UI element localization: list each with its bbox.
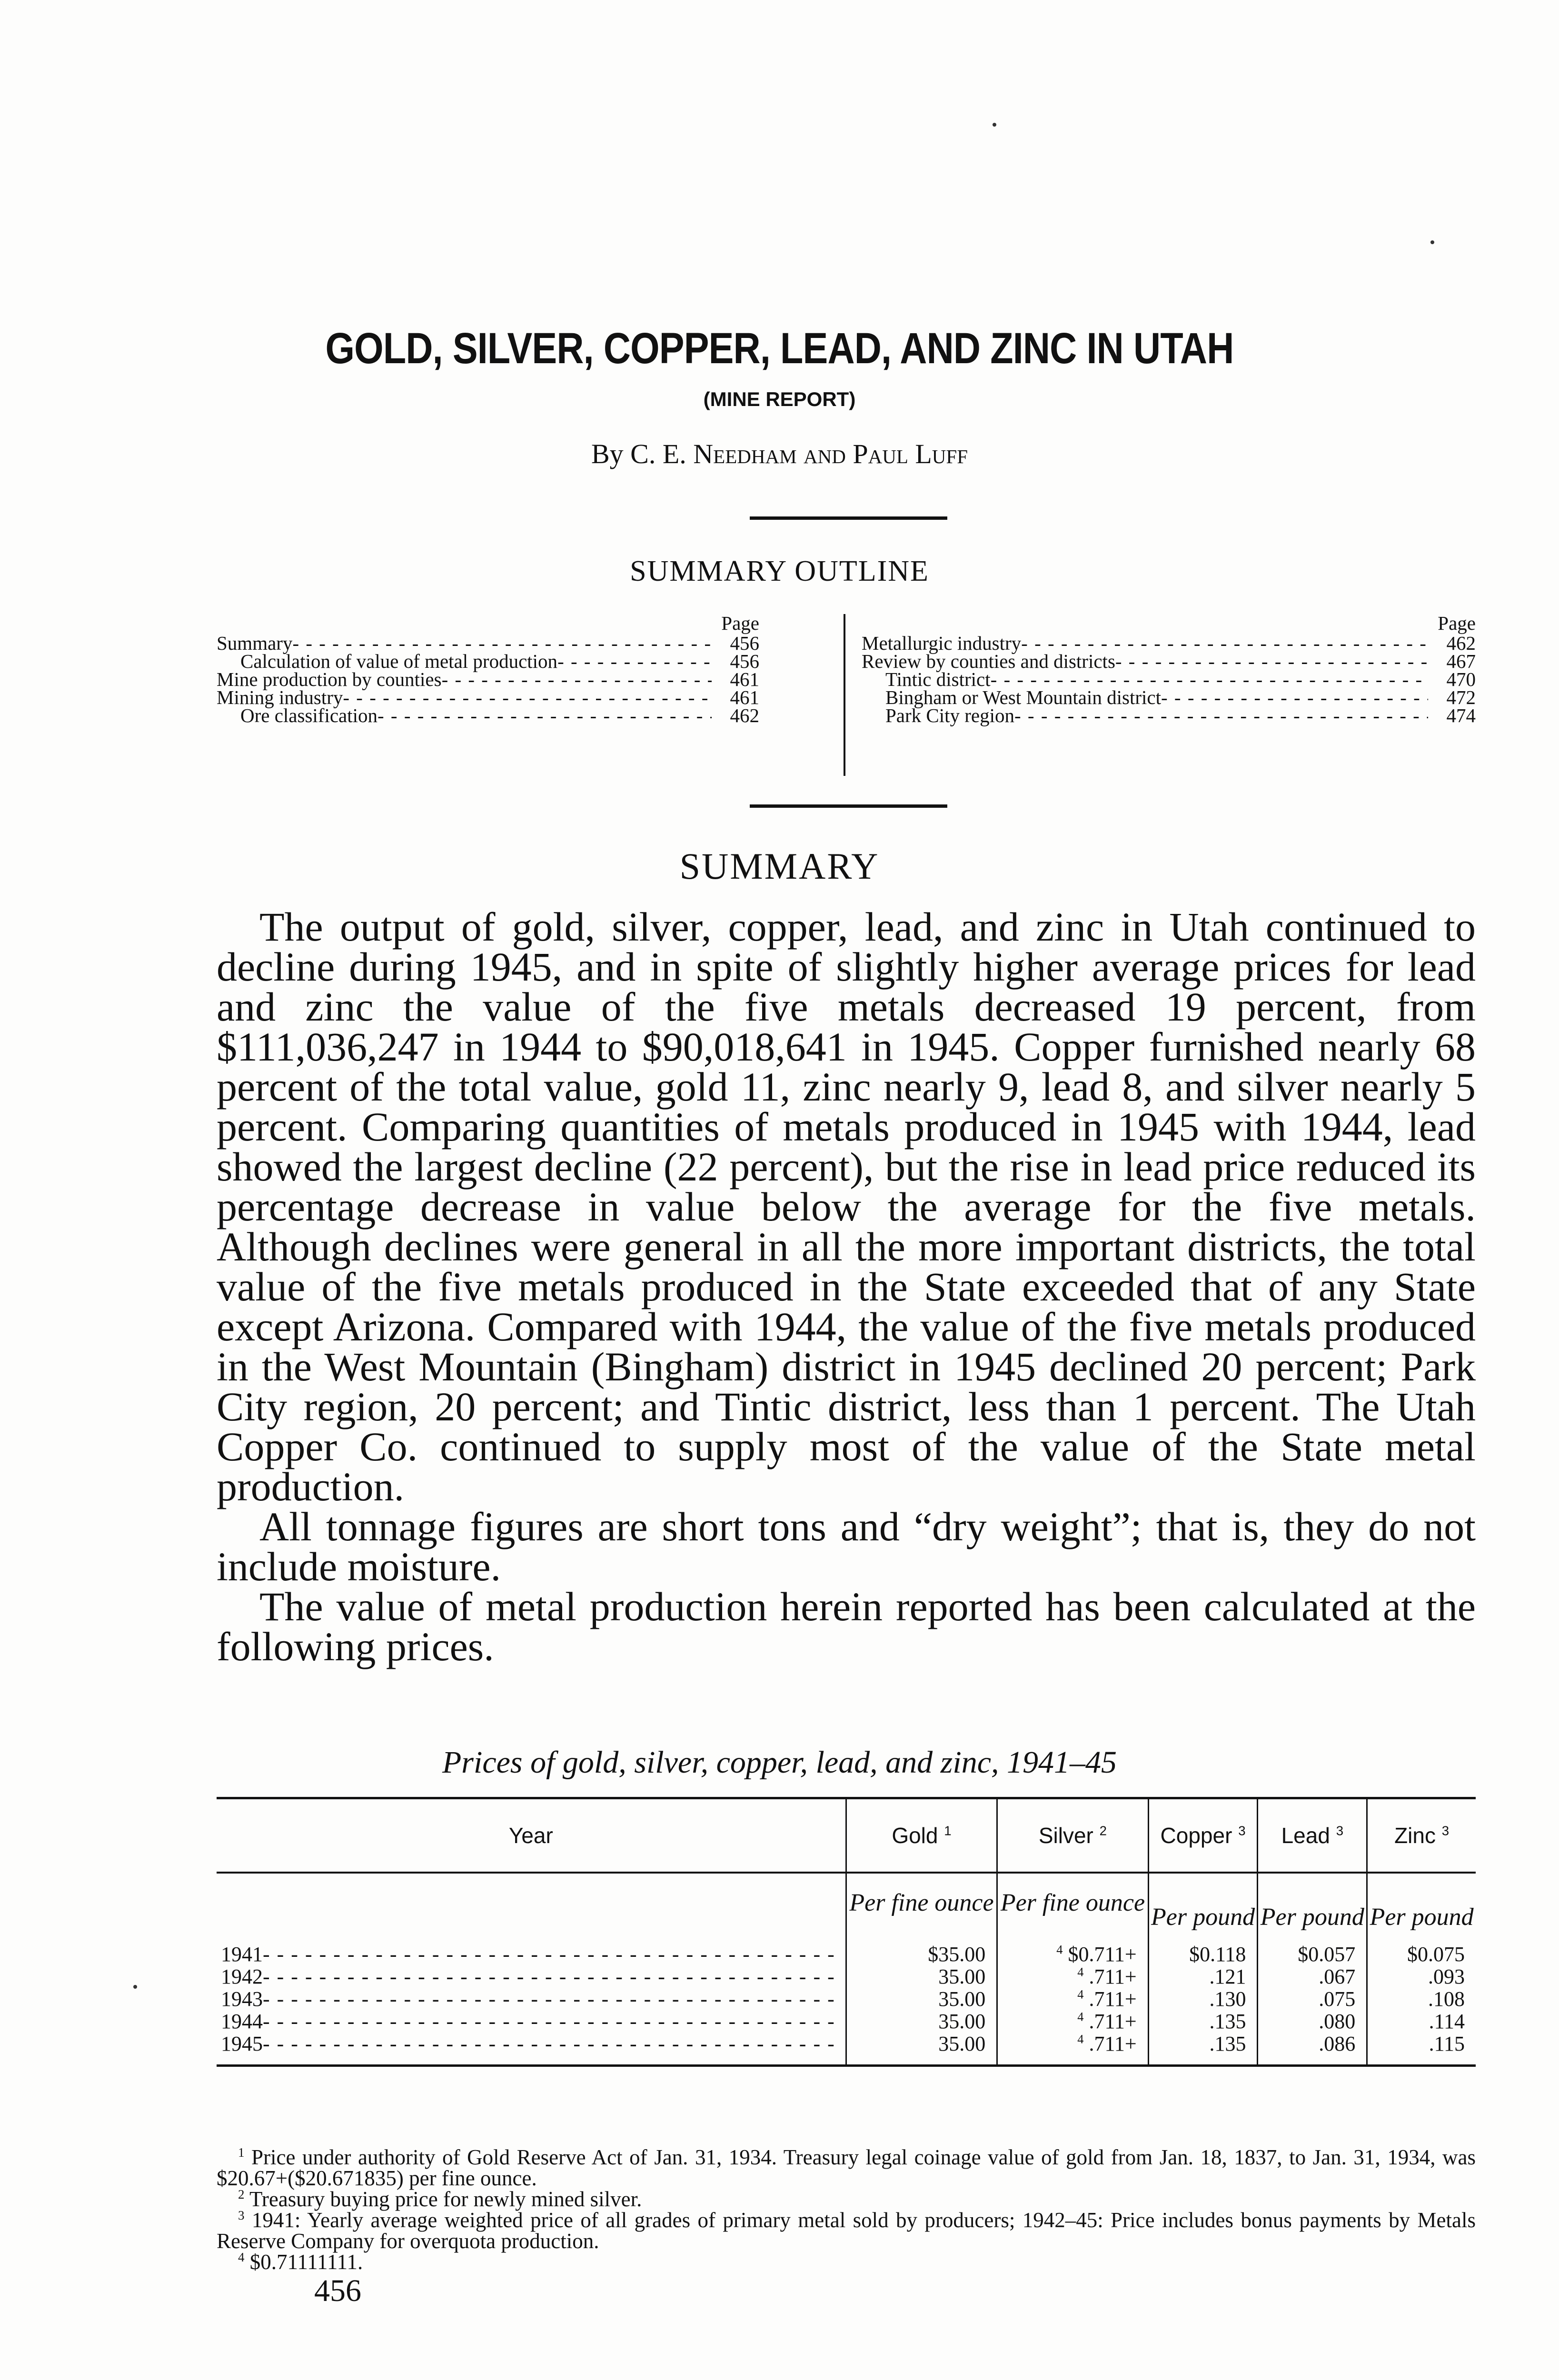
scan-speck — [133, 1985, 137, 1989]
gold-column — [846, 1873, 997, 2066]
divider-rule — [750, 804, 947, 808]
table-cell-year: 1944 - - - — [217, 2010, 845, 2033]
outline-entry-page: 462 — [730, 704, 759, 726]
outline-entry-label: Mining industry — [217, 686, 343, 708]
table-cell: .108 — [1428, 1987, 1465, 2011]
outline-entry-label: Ore classification — [240, 704, 378, 726]
table-cell: .067 — [1319, 1965, 1356, 1988]
table-cell-year: 1942 - - - — [217, 1965, 845, 1988]
table-caption: Prices of gold, silver, copper, lead, and zinc, 1941–45 — [442, 1745, 1117, 1780]
second-author: Paul Luff — [853, 438, 968, 469]
table-cell: .114 — [1429, 2010, 1465, 2033]
outline-entry-page: 461 — [730, 668, 759, 690]
author-initials: C. E. — [630, 438, 686, 469]
outline-entry[interactable] — [862, 652, 1476, 670]
footnote: $^4$ $0.71111111. — [238, 2250, 363, 2274]
outline-entry-label: Bingham or West Mountain district — [885, 686, 1162, 708]
table-cell: $^4$ .711+ — [1077, 2009, 1137, 2033]
outline-entry[interactable] — [217, 706, 759, 724]
column-header-silver: Silver $^2$ — [997, 1798, 1148, 1873]
outline-entry[interactable] — [217, 634, 759, 652]
table-cell: .093 — [1428, 1965, 1465, 1988]
page-number: 456 — [314, 2273, 361, 2308]
scan-speck — [993, 123, 996, 127]
outline-entry[interactable] — [217, 688, 759, 706]
column-header-zinc: Zinc $^3$ — [1367, 1798, 1476, 1873]
byline — [0, 438, 1559, 470]
table-cell: .135 — [1209, 2032, 1246, 2055]
table-cell-year: 1945 - - - — [217, 2033, 845, 2055]
outline-entry-page: 472 — [1446, 686, 1476, 708]
column-header-copper: Copper $^3$ — [1148, 1798, 1258, 1873]
byline-conjunction: and — [804, 438, 846, 469]
unit-label: Per fine ounce — [1000, 1889, 1145, 1916]
outline-entry[interactable] — [862, 688, 1476, 706]
table-cell: 35.00 — [938, 1965, 986, 1988]
outline-entry[interactable] — [217, 670, 759, 688]
silver-column — [997, 1873, 1148, 2066]
outline-entry[interactable] — [862, 706, 1476, 724]
unit-label: Per fine ounce — [849, 1889, 994, 1916]
table-cell: $35.00 — [928, 1943, 986, 1966]
outline-entry-page: 456 — [730, 632, 759, 654]
table-cell: $^4$ .711+ — [1077, 1964, 1137, 1988]
table-cell: .121 — [1209, 1965, 1246, 1988]
table-cell: $0.118 — [1189, 1943, 1246, 1966]
outline-right-column — [862, 614, 1476, 724]
outline-entry-page: 462 — [1446, 632, 1476, 654]
outline-entry-page: 470 — [1446, 668, 1476, 690]
table-header-row — [217, 1798, 1476, 1873]
outline-page-label: Page — [1438, 612, 1476, 634]
table-cell: .130 — [1209, 1987, 1246, 2011]
table-cell: $^4$ $0.711+ — [1056, 1942, 1137, 1966]
summary-body — [217, 904, 1476, 1669]
table-cell: .086 — [1319, 2032, 1356, 2055]
document-subtitle: (MINE REPORT) — [703, 388, 856, 410]
column-header-year: Year — [217, 1798, 846, 1873]
outline-entry[interactable] — [862, 670, 1476, 688]
year-column — [217, 1873, 846, 2066]
summary-heading: SUMMARY — [679, 845, 880, 887]
outline-entry-label: Mine production by counties — [217, 668, 442, 690]
table-cell: $0.075 — [1407, 1943, 1465, 1966]
outline-entry-page: 467 — [1446, 650, 1476, 672]
footnotes — [217, 2147, 1476, 2272]
outline-entry-label: Summary — [217, 632, 293, 654]
outline-entry-page: 474 — [1446, 704, 1476, 726]
outline-page-label: Page — [721, 612, 759, 634]
footnote: $^2$ Treasury buying price for newly mined silver. — [238, 2187, 642, 2211]
outline-entry-label: Review by counties and districts — [862, 650, 1115, 672]
summary-paragraph: The value of metal production herein reported has been calculated at the following prices. — [217, 1584, 1476, 1669]
author-surname: Needham — [693, 438, 797, 469]
divider-rule — [750, 516, 947, 520]
column-header-gold: Gold $^1$ — [846, 1798, 997, 1873]
outline-left-column — [217, 614, 759, 724]
outline-entry-label: Calculation of value of metal production — [240, 650, 558, 672]
outline-entry-label: Metallurgic industry — [862, 632, 1022, 654]
summary-paragraph: All tonnage figures are short tons and “dry weight”; that is, they do not include moisture. — [217, 1504, 1476, 1589]
unit-label: Per pound — [1370, 1904, 1474, 1931]
footnote: $^1$ Price under authority of Gold Reserve Act of Jan. 31, 1934. Treasury legal coinage value of gold from Jan. 18, 1837, to Jan. 31, 1934, was $20.67+($20.671835) per fine ounce. — [217, 2145, 1476, 2190]
outline-entry-page: 456 — [730, 650, 759, 672]
outline-heading: SUMMARY OUTLINE — [630, 555, 929, 587]
unit-label: Per pound — [1260, 1904, 1364, 1931]
price-table — [217, 1797, 1476, 2067]
column-header-lead: Lead $^3$ — [1258, 1798, 1367, 1873]
outline-entry[interactable] — [217, 652, 759, 670]
outline-entry[interactable] — [862, 634, 1476, 652]
footnote: $^3$ 1941: Yearly average weighted price of all grades of primary metal sold by producers; 1942–45: Price includes bonus payments by Metals Reserve Company for overquota production. — [217, 2208, 1476, 2253]
table-cell: 35.00 — [938, 1987, 986, 2011]
byline-prefix: By — [591, 438, 624, 469]
table-cell-year: 1941 - - - — [217, 1943, 845, 1965]
table-cell: 35.00 — [938, 2032, 986, 2055]
table-cell: .135 — [1209, 2010, 1246, 2033]
copper-column — [1148, 1873, 1258, 2066]
table-cell: $0.057 — [1298, 1943, 1356, 1966]
lead-column — [1258, 1873, 1367, 2066]
table-row — [217, 1873, 1476, 2066]
document-title: GOLD, SILVER, COPPER, LEAD, AND ZINC IN UTAH — [325, 324, 1234, 373]
table-cell-year: 1943 - - - — [217, 1988, 845, 2010]
summary-paragraph: The output of gold, silver, copper, lead, and zinc in Utah continued to decline during 1945, and in spite of slightly higher average prices for lead and zinc the value of the five metals decreased 19 percent, from $111,036,247 in 1944 to $90,018,641 in 1945. Copper furnished nearly 68 percent of the total value, gold 11, zinc nearly 9, lead 8, and silver nearly 5 percent. Comparing quantities of metals produced in 1945 with 1944, lead showed the largest decline (22 percent), but the rise in lead price reduced its percentage decrease in value below the average for the five metals. Although declines were general in all the more important districts, the total value of the five metals produced in the State exceeded that of any State except Arizona. Compared with 1944, the value of the five metals produced in the West Mountain (Bingham) district in 1945 declined 20 percent; Park City region, 20 percent; and Tintic district, less than 1 percent. The Utah Copper Co. continued to supply most of the value of the State metal production. — [217, 904, 1476, 1509]
scan-speck — [1430, 240, 1434, 244]
table-cell: .115 — [1429, 2032, 1465, 2055]
table-cell: .080 — [1319, 2010, 1356, 2033]
table-cell: $^4$ .711+ — [1077, 2032, 1137, 2055]
outline-entry-label: Tintic district — [885, 668, 991, 690]
table-cell: 35.00 — [938, 2010, 986, 2033]
outline-entry-page: 461 — [730, 686, 759, 708]
table-cell: $^4$ .711+ — [1077, 1987, 1137, 2011]
outline-entry-label: Park City region — [885, 704, 1015, 726]
outline-divider — [844, 614, 845, 776]
unit-label: Per pound — [1151, 1904, 1255, 1931]
table-cell: .075 — [1319, 1987, 1356, 2011]
zinc-column — [1367, 1873, 1476, 2066]
